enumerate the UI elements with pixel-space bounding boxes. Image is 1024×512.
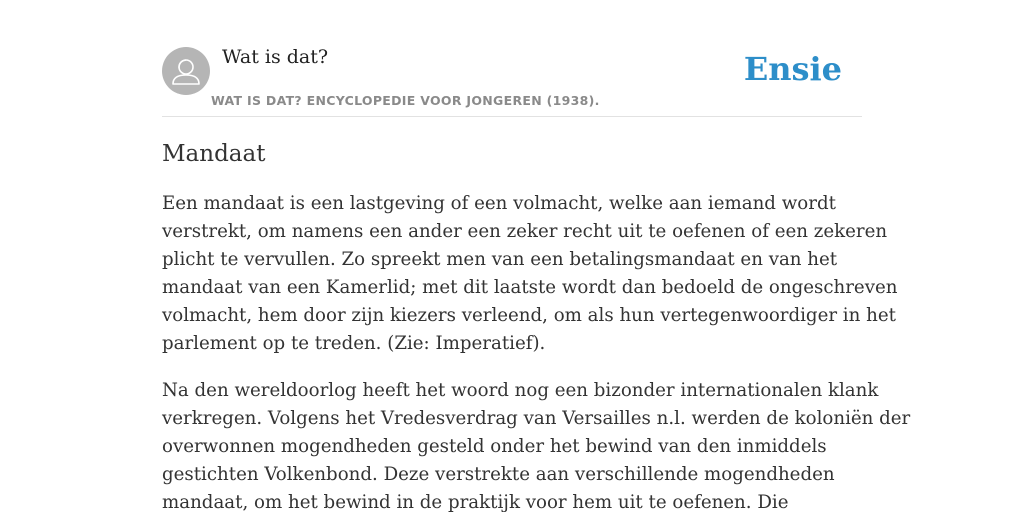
paragraph-line: verkregen. Volgens het Vredesverdrag van Versailles n.l. werden de koloniën der — [162, 408, 911, 429]
source-subtitle: WAT IS DAT? ENCYCLOPEDIE VOOR JONGEREN (1938). — [211, 93, 600, 108]
article — [162, 136, 911, 512]
paragraph-line: volmacht, hem door zijn kiezers verleend, om als hun vertegenwoordiger in het — [162, 305, 896, 326]
source-title[interactable]: Wat is dat? — [222, 46, 329, 68]
paragraph-line: overwonnen mogendheden gesteld onder het bewind van den inmiddels — [162, 436, 827, 457]
paragraph-line: gestichten Volkenbond. Deze verstrekte aan verschillende mogendheden — [162, 464, 835, 485]
paragraph-line: plicht te vervullen. Zo spreekt men van een betalingsmandaat en van het — [162, 249, 838, 270]
paragraph-line: verstrekt, om namens een ander een zeker recht uit te oefenen of een zekeren — [162, 221, 888, 242]
paragraph-line: Een mandaat is een lastgeving of een volmacht, welke aan iemand wordt — [162, 193, 836, 214]
source-header — [162, 46, 862, 117]
paragraph-line: mandaat van een Kamerlid; met dit laatste wordt dan bedoeld de ongeschreven — [162, 277, 898, 298]
article-title: Mandaat — [162, 141, 266, 167]
article-paragraph — [162, 190, 898, 358]
paragraph-line: Na den wereldoorlog heeft het woord nog een bizonder internationalen klank — [162, 380, 879, 401]
user-icon — [162, 47, 210, 95]
article-paragraph — [162, 377, 911, 512]
paragraph-line: mandaat, om het bewind in de praktijk voor hem uit te oefenen. Die — [162, 492, 789, 512]
avatar[interactable] — [162, 47, 210, 95]
paragraph-line: parlement op te treden. (Zie: Imperatief). — [162, 333, 546, 354]
ensie-logo[interactable]: Ensie — [743, 50, 842, 88]
